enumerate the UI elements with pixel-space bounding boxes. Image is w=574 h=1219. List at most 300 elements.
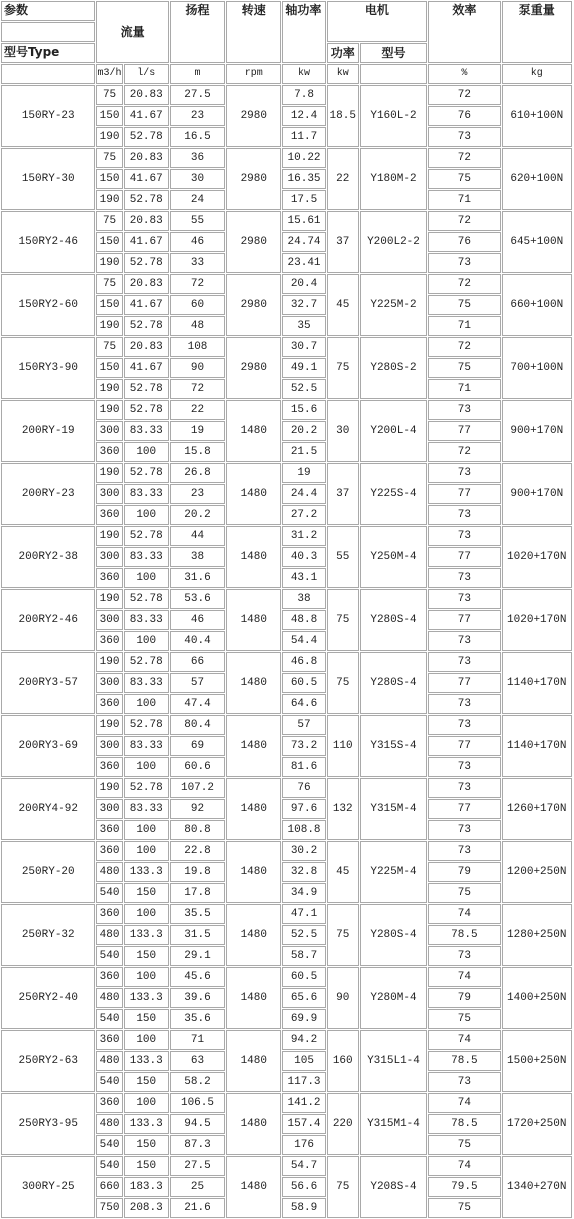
head-value: 24 xyxy=(170,190,225,210)
shaft-power-value: 94.2 xyxy=(282,1030,325,1050)
table-header xyxy=(1,1,572,84)
efficiency-value: 79 xyxy=(428,862,500,882)
shaft-power-value: 15.61 xyxy=(282,211,325,231)
flow-m3h-value: 300 xyxy=(96,673,122,693)
pump-data-row xyxy=(1,967,572,987)
pump-model: 250RY-20 xyxy=(1,841,95,903)
head-value: 107.2 xyxy=(170,778,225,798)
motor-model-value: Y200L2-2 xyxy=(360,211,427,273)
efficiency-value: 77 xyxy=(428,736,500,756)
head-value: 72 xyxy=(170,379,225,399)
shaft-power-value: 10.22 xyxy=(282,148,325,168)
speed-value: 2980 xyxy=(226,85,281,147)
flow-ls-value: 100 xyxy=(124,820,169,840)
flow-ls-value: 83.33 xyxy=(124,799,169,819)
efficiency-value: 77 xyxy=(428,673,500,693)
shaft-power-value: 30.2 xyxy=(282,841,325,861)
motor-power-value: 55 xyxy=(327,526,359,588)
pump-model: 150RY-23 xyxy=(1,85,95,147)
shaft-power-value: 46.8 xyxy=(282,652,325,672)
pump-data-row xyxy=(1,715,572,735)
flow-ls-value: 100 xyxy=(124,1030,169,1050)
flow-m3h-value: 190 xyxy=(96,526,122,546)
pump-weight-value: 1140+170N xyxy=(502,652,572,714)
head-value: 106.5 xyxy=(170,1093,225,1113)
flow-m3h-value: 190 xyxy=(96,778,122,798)
motor-model-value: Y315S-4 xyxy=(360,715,427,777)
flow-m3h-value: 75 xyxy=(96,337,122,357)
head-value: 27.5 xyxy=(170,85,225,105)
flow-ls-value: 150 xyxy=(124,1072,169,1092)
head-value: 44 xyxy=(170,526,225,546)
shaft-power-value: 60.5 xyxy=(282,673,325,693)
shaft-power-value: 43.1 xyxy=(282,568,325,588)
efficiency-value: 71 xyxy=(428,316,500,336)
pump-data-row xyxy=(1,211,572,231)
efficiency-value: 77 xyxy=(428,799,500,819)
flow-m3h-value: 190 xyxy=(96,127,122,147)
shaft-power-value: 48.8 xyxy=(282,610,325,630)
flow-ls-value: 41.67 xyxy=(124,358,169,378)
flow-m3h-value: 540 xyxy=(96,1009,122,1029)
flow-m3h-value: 360 xyxy=(96,568,122,588)
header-weight: 泵重量 xyxy=(502,1,572,63)
flow-m3h-value: 190 xyxy=(96,316,122,336)
shaft-power-value: 11.7 xyxy=(282,127,325,147)
flow-m3h-value: 360 xyxy=(96,442,122,462)
head-value: 22 xyxy=(170,400,225,420)
head-value: 16.5 xyxy=(170,127,225,147)
motor-power-value: 75 xyxy=(327,589,359,651)
flow-ls-value: 83.33 xyxy=(124,736,169,756)
efficiency-value: 76 xyxy=(428,232,500,252)
efficiency-value: 72 xyxy=(428,274,500,294)
flow-m3h-value: 360 xyxy=(96,904,122,924)
head-value: 35.6 xyxy=(170,1009,225,1029)
motor-model-value: Y315M1-4 xyxy=(360,1093,427,1155)
efficiency-value: 73 xyxy=(428,715,500,735)
unit-shaft-power: kw xyxy=(282,64,325,84)
head-value: 87.3 xyxy=(170,1135,225,1155)
shaft-power-value: 52.5 xyxy=(282,379,325,399)
head-value: 17.8 xyxy=(170,883,225,903)
flow-ls-value: 133.3 xyxy=(124,862,169,882)
head-value: 23 xyxy=(170,484,225,504)
flow-m3h-value: 660 xyxy=(96,1177,122,1197)
flow-ls-value: 100 xyxy=(124,631,169,651)
unit-weight: kg xyxy=(502,64,572,84)
shaft-power-value: 73.2 xyxy=(282,736,325,756)
speed-value: 1480 xyxy=(226,967,281,1029)
head-value: 71 xyxy=(170,1030,225,1050)
flow-m3h-value: 75 xyxy=(96,148,122,168)
motor-power-value: 110 xyxy=(327,715,359,777)
head-value: 33 xyxy=(170,253,225,273)
motor-power-value: 75 xyxy=(327,1156,359,1218)
flow-m3h-value: 360 xyxy=(96,505,122,525)
pump-weight-value: 1020+170N xyxy=(502,589,572,651)
efficiency-value: 75 xyxy=(428,358,500,378)
head-value: 35.5 xyxy=(170,904,225,924)
pump-model: 250RY2-40 xyxy=(1,967,95,1029)
shaft-power-value: 56.6 xyxy=(282,1177,325,1197)
head-value: 80.8 xyxy=(170,820,225,840)
flow-ls-value: 52.78 xyxy=(124,190,169,210)
flow-m3h-value: 540 xyxy=(96,1135,122,1155)
shaft-power-value: 35 xyxy=(282,316,325,336)
unit-motor-model-blank xyxy=(360,64,427,84)
head-value: 72 xyxy=(170,274,225,294)
pump-weight-value: 1340+270N xyxy=(502,1156,572,1218)
flow-ls-value: 20.83 xyxy=(124,274,169,294)
units-row xyxy=(1,64,572,84)
efficiency-value: 73 xyxy=(428,652,500,672)
speed-value: 1480 xyxy=(226,400,281,462)
head-value: 60.6 xyxy=(170,757,225,777)
shaft-power-value: 117.3 xyxy=(282,1072,325,1092)
flow-ls-value: 133.3 xyxy=(124,988,169,1008)
speed-value: 1480 xyxy=(226,652,281,714)
flow-ls-value: 100 xyxy=(124,967,169,987)
head-value: 48 xyxy=(170,316,225,336)
efficiency-value: 71 xyxy=(428,190,500,210)
pump-model: 150RY3-90 xyxy=(1,337,95,399)
speed-value: 1480 xyxy=(226,841,281,903)
motor-power-value: 160 xyxy=(327,1030,359,1092)
efficiency-value: 77 xyxy=(428,484,500,504)
efficiency-value: 73 xyxy=(428,526,500,546)
head-value: 94.5 xyxy=(170,1114,225,1134)
head-value: 46 xyxy=(170,610,225,630)
shaft-power-value: 32.7 xyxy=(282,295,325,315)
motor-model-value: Y280S-4 xyxy=(360,652,427,714)
flow-ls-value: 52.78 xyxy=(124,400,169,420)
head-value: 31.5 xyxy=(170,925,225,945)
flow-m3h-value: 480 xyxy=(96,862,122,882)
unit-motor-power: kw xyxy=(327,64,359,84)
flow-ls-value: 41.67 xyxy=(124,232,169,252)
head-value: 19.8 xyxy=(170,862,225,882)
motor-power-value: 75 xyxy=(327,337,359,399)
efficiency-value: 76 xyxy=(428,106,500,126)
flow-ls-value: 100 xyxy=(124,841,169,861)
flow-m3h-value: 360 xyxy=(96,1093,122,1113)
efficiency-value: 75 xyxy=(428,169,500,189)
efficiency-value: 73 xyxy=(428,589,500,609)
head-value: 108 xyxy=(170,337,225,357)
pump-weight-value: 1720+250N xyxy=(502,1093,572,1155)
flow-m3h-value: 480 xyxy=(96,988,122,1008)
speed-value: 2980 xyxy=(226,211,281,273)
flow-m3h-value: 300 xyxy=(96,484,122,504)
pump-data-row xyxy=(1,652,572,672)
flow-ls-value: 100 xyxy=(124,904,169,924)
units-blank-cell xyxy=(1,64,95,84)
shaft-power-value: 31.2 xyxy=(282,526,325,546)
flow-m3h-value: 300 xyxy=(96,736,122,756)
shaft-power-value: 24.4 xyxy=(282,484,325,504)
pump-model: 200RY2-46 xyxy=(1,589,95,651)
efficiency-value: 77 xyxy=(428,421,500,441)
flow-ls-value: 100 xyxy=(124,568,169,588)
speed-value: 1480 xyxy=(226,778,281,840)
head-value: 45.6 xyxy=(170,967,225,987)
header-model: 型号Type xyxy=(1,43,95,63)
pump-weight-value: 900+170N xyxy=(502,463,572,525)
head-value: 30 xyxy=(170,169,225,189)
flow-ls-value: 100 xyxy=(124,694,169,714)
flow-ls-value: 83.33 xyxy=(124,673,169,693)
shaft-power-value: 58.7 xyxy=(282,946,325,966)
efficiency-value: 75 xyxy=(428,1198,500,1218)
efficiency-value: 79.5 xyxy=(428,1177,500,1197)
efficiency-value: 73 xyxy=(428,505,500,525)
pump-weight-value: 700+100N xyxy=(502,337,572,399)
head-value: 36 xyxy=(170,148,225,168)
pump-data-row xyxy=(1,778,572,798)
shaft-power-value: 57 xyxy=(282,715,325,735)
flow-ls-value: 150 xyxy=(124,1135,169,1155)
efficiency-value: 74 xyxy=(428,904,500,924)
pump-weight-value: 1280+250N xyxy=(502,904,572,966)
pump-model: 300RY-25 xyxy=(1,1156,95,1218)
unit-head: m xyxy=(170,64,225,84)
pump-model: 150RY2-60 xyxy=(1,274,95,336)
flow-m3h-value: 360 xyxy=(96,757,122,777)
flow-m3h-value: 190 xyxy=(96,190,122,210)
head-value: 23 xyxy=(170,106,225,126)
shaft-power-value: 17.5 xyxy=(282,190,325,210)
pump-model: 200RY-23 xyxy=(1,463,95,525)
shaft-power-value: 105 xyxy=(282,1051,325,1071)
header-blank-cell xyxy=(1,22,95,42)
efficiency-value: 73 xyxy=(428,1072,500,1092)
head-value: 26.8 xyxy=(170,463,225,483)
pump-data-row xyxy=(1,904,572,924)
pump-data-row xyxy=(1,1156,572,1176)
motor-power-value: 75 xyxy=(327,652,359,714)
speed-value: 1480 xyxy=(226,1156,281,1218)
efficiency-value: 73 xyxy=(428,946,500,966)
shaft-power-value: 64.6 xyxy=(282,694,325,714)
flow-m3h-value: 75 xyxy=(96,274,122,294)
shaft-power-value: 52.5 xyxy=(282,925,325,945)
flow-m3h-value: 750 xyxy=(96,1198,122,1218)
flow-m3h-value: 360 xyxy=(96,1030,122,1050)
flow-m3h-value: 360 xyxy=(96,841,122,861)
efficiency-value: 74 xyxy=(428,967,500,987)
motor-model-value: Y225S-4 xyxy=(360,463,427,525)
efficiency-value: 73 xyxy=(428,463,500,483)
flow-ls-value: 52.78 xyxy=(124,463,169,483)
pump-weight-value: 620+100N xyxy=(502,148,572,210)
flow-ls-value: 20.83 xyxy=(124,337,169,357)
head-value: 38 xyxy=(170,547,225,567)
motor-model-value: Y180M-2 xyxy=(360,148,427,210)
speed-value: 2980 xyxy=(226,148,281,210)
shaft-power-value: 60.5 xyxy=(282,967,325,987)
shaft-power-value: 141.2 xyxy=(282,1093,325,1113)
flow-m3h-value: 540 xyxy=(96,1156,122,1176)
header-motor-model: 型号 xyxy=(360,43,427,63)
flow-m3h-value: 360 xyxy=(96,694,122,714)
efficiency-value: 73 xyxy=(428,694,500,714)
flow-ls-value: 150 xyxy=(124,1156,169,1176)
shaft-power-value: 30.7 xyxy=(282,337,325,357)
pump-data-row xyxy=(1,337,572,357)
pump-model: 250RY2-63 xyxy=(1,1030,95,1092)
speed-value: 1480 xyxy=(226,1030,281,1092)
motor-power-value: 132 xyxy=(327,778,359,840)
flow-ls-value: 83.33 xyxy=(124,610,169,630)
flow-ls-value: 41.67 xyxy=(124,106,169,126)
motor-power-value: 37 xyxy=(327,463,359,525)
efficiency-value: 78.5 xyxy=(428,1114,500,1134)
shaft-power-value: 58.9 xyxy=(282,1198,325,1218)
head-value: 66 xyxy=(170,652,225,672)
flow-ls-value: 83.33 xyxy=(124,547,169,567)
pump-data-row xyxy=(1,526,572,546)
pump-model: 200RY3-57 xyxy=(1,652,95,714)
unit-flow-ls: l/s xyxy=(124,64,169,84)
pump-weight-value: 645+100N xyxy=(502,211,572,273)
head-value: 40.4 xyxy=(170,631,225,651)
head-value: 63 xyxy=(170,1051,225,1071)
flow-m3h-value: 540 xyxy=(96,1072,122,1092)
flow-ls-value: 100 xyxy=(124,442,169,462)
flow-ls-value: 41.67 xyxy=(124,295,169,315)
flow-m3h-value: 75 xyxy=(96,211,122,231)
flow-ls-value: 52.78 xyxy=(124,526,169,546)
flow-m3h-value: 540 xyxy=(96,946,122,966)
motor-power-value: 30 xyxy=(327,400,359,462)
pump-model: 200RY4-92 xyxy=(1,778,95,840)
pump-model: 200RY2-38 xyxy=(1,526,95,588)
motor-model-value: Y280S-4 xyxy=(360,904,427,966)
flow-m3h-value: 150 xyxy=(96,106,122,126)
flow-m3h-value: 540 xyxy=(96,883,122,903)
flow-ls-value: 150 xyxy=(124,1009,169,1029)
head-value: 92 xyxy=(170,799,225,819)
flow-m3h-value: 360 xyxy=(96,967,122,987)
flow-ls-value: 52.78 xyxy=(124,127,169,147)
flow-m3h-value: 300 xyxy=(96,610,122,630)
motor-power-value: 75 xyxy=(327,904,359,966)
efficiency-value: 72 xyxy=(428,442,500,462)
flow-ls-value: 100 xyxy=(124,505,169,525)
flow-m3h-value: 190 xyxy=(96,400,122,420)
pump-weight-value: 1260+170N xyxy=(502,778,572,840)
head-value: 53.6 xyxy=(170,589,225,609)
shaft-power-value: 65.6 xyxy=(282,988,325,1008)
shaft-power-value: 81.6 xyxy=(282,757,325,777)
flow-m3h-value: 150 xyxy=(96,295,122,315)
header-params: 参数 xyxy=(1,1,95,21)
flow-m3h-value: 190 xyxy=(96,253,122,273)
speed-value: 2980 xyxy=(226,337,281,399)
speed-value: 1480 xyxy=(226,526,281,588)
flow-m3h-value: 300 xyxy=(96,799,122,819)
flow-ls-value: 133.3 xyxy=(124,1114,169,1134)
motor-model-value: Y280S-2 xyxy=(360,337,427,399)
shaft-power-value: 47.1 xyxy=(282,904,325,924)
flow-m3h-value: 480 xyxy=(96,1051,122,1071)
header-speed: 转速 xyxy=(226,1,281,63)
flow-ls-value: 20.83 xyxy=(124,211,169,231)
efficiency-value: 75 xyxy=(428,295,500,315)
shaft-power-value: 12.4 xyxy=(282,106,325,126)
flow-m3h-value: 150 xyxy=(96,232,122,252)
efficiency-value: 73 xyxy=(428,778,500,798)
flow-m3h-value: 190 xyxy=(96,715,122,735)
head-value: 39.6 xyxy=(170,988,225,1008)
head-value: 60 xyxy=(170,295,225,315)
flow-ls-value: 52.78 xyxy=(124,715,169,735)
efficiency-value: 73 xyxy=(428,568,500,588)
shaft-power-value: 19 xyxy=(282,463,325,483)
header-flow: 流量 xyxy=(96,1,168,63)
motor-model-value: Y315M-4 xyxy=(360,778,427,840)
motor-power-value: 37 xyxy=(327,211,359,273)
efficiency-value: 71 xyxy=(428,379,500,399)
flow-m3h-value: 480 xyxy=(96,925,122,945)
shaft-power-value: 54.7 xyxy=(282,1156,325,1176)
shaft-power-value: 16.35 xyxy=(282,169,325,189)
flow-m3h-value: 190 xyxy=(96,589,122,609)
head-value: 15.8 xyxy=(170,442,225,462)
head-value: 21.6 xyxy=(170,1198,225,1218)
pump-weight-value: 610+100N xyxy=(502,85,572,147)
flow-m3h-value: 360 xyxy=(96,631,122,651)
speed-value: 1480 xyxy=(226,589,281,651)
motor-power-value: 18.5 xyxy=(327,85,359,147)
motor-model-value: Y250M-4 xyxy=(360,526,427,588)
unit-efficiency: % xyxy=(428,64,500,84)
shaft-power-value: 21.5 xyxy=(282,442,325,462)
pump-model: 200RY3-69 xyxy=(1,715,95,777)
pump-data-row xyxy=(1,1030,572,1050)
shaft-power-value: 176 xyxy=(282,1135,325,1155)
head-value: 27.5 xyxy=(170,1156,225,1176)
flow-ls-value: 150 xyxy=(124,946,169,966)
flow-ls-value: 133.3 xyxy=(124,925,169,945)
efficiency-value: 75 xyxy=(428,1135,500,1155)
pump-model: 150RY2-46 xyxy=(1,211,95,273)
speed-value: 1480 xyxy=(226,1093,281,1155)
motor-model-value: Y225M-4 xyxy=(360,841,427,903)
head-value: 90 xyxy=(170,358,225,378)
flow-m3h-value: 75 xyxy=(96,85,122,105)
efficiency-value: 75 xyxy=(428,883,500,903)
pump-model: 200RY-19 xyxy=(1,400,95,462)
efficiency-value: 72 xyxy=(428,211,500,231)
shaft-power-value: 97.6 xyxy=(282,799,325,819)
motor-power-value: 90 xyxy=(327,967,359,1029)
efficiency-value: 73 xyxy=(428,127,500,147)
efficiency-value: 73 xyxy=(428,841,500,861)
flow-ls-value: 52.78 xyxy=(124,652,169,672)
efficiency-value: 72 xyxy=(428,85,500,105)
shaft-power-value: 20.4 xyxy=(282,274,325,294)
flow-ls-value: 183.3 xyxy=(124,1177,169,1197)
head-value: 47.4 xyxy=(170,694,225,714)
shaft-power-value: 27.2 xyxy=(282,505,325,525)
pump-data-row xyxy=(1,85,572,105)
motor-model-value: Y280S-4 xyxy=(360,589,427,651)
efficiency-value: 73 xyxy=(428,400,500,420)
flow-m3h-value: 480 xyxy=(96,1114,122,1134)
efficiency-value: 78.5 xyxy=(428,1051,500,1071)
